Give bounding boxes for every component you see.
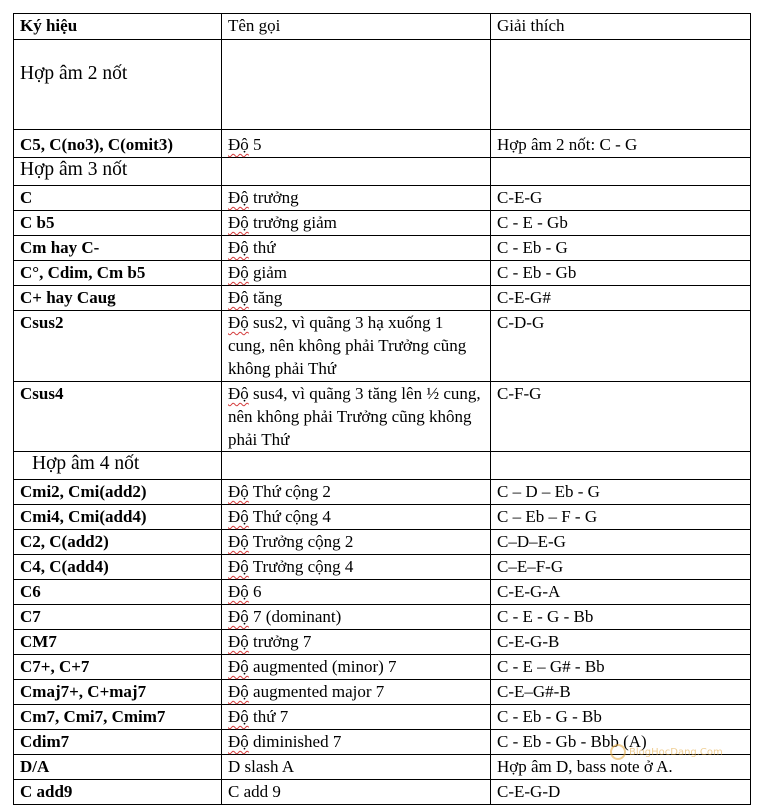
chord-name bbox=[222, 630, 491, 655]
chord-symbol: C add9 bbox=[14, 780, 222, 805]
chord-name bbox=[222, 530, 491, 555]
chord-notes: C - E - Gb bbox=[491, 211, 751, 236]
name-rest: diminished 7 bbox=[248, 732, 342, 751]
watermark bbox=[610, 744, 723, 760]
chord-symbol: C5, C(no3), C(omit3) bbox=[14, 130, 222, 158]
chord-name bbox=[222, 186, 491, 211]
chord-symbol: C7+, C+7 bbox=[14, 655, 222, 680]
table-row bbox=[14, 186, 751, 211]
chord-notes: C - Eb - Gb bbox=[491, 261, 751, 286]
name-rest: giảm bbox=[248, 263, 288, 282]
chord-name bbox=[222, 286, 491, 311]
chord-name bbox=[222, 211, 491, 236]
chord-notes: C-E-G-A bbox=[491, 580, 751, 605]
name-rest: augmented (minor) 7 bbox=[248, 657, 397, 676]
chord-notes: C-F-G bbox=[491, 382, 751, 452]
chord-name bbox=[222, 780, 491, 805]
section-three-notes: Hợp âm 3 nốt bbox=[14, 158, 222, 186]
empty-cell bbox=[222, 158, 491, 186]
name-prefix: Độ bbox=[228, 707, 249, 726]
name-rest: trưởng bbox=[248, 188, 299, 207]
chord-name bbox=[222, 382, 491, 452]
name-prefix: Độ bbox=[228, 532, 249, 551]
name-rest: augmented major 7 bbox=[248, 682, 385, 701]
chord-name bbox=[222, 261, 491, 286]
name-rest: Thứ cộng 4 bbox=[248, 507, 331, 526]
table-row bbox=[14, 261, 751, 286]
table-row bbox=[14, 655, 751, 680]
chord-notes: C - E - G - Bb bbox=[491, 605, 751, 630]
watermark-text: BlogHocDang.Com bbox=[629, 747, 723, 758]
name-prefix: Độ bbox=[228, 507, 249, 526]
chord-symbol: Cdim7 bbox=[14, 730, 222, 755]
chord-notes: C - Eb - Gb - Bbb (A) bbox=[491, 730, 751, 755]
chord-table bbox=[13, 13, 751, 805]
watermark-logo-icon bbox=[610, 744, 626, 760]
name-rest: D slash A bbox=[228, 757, 295, 776]
name-prefix: Độ bbox=[228, 313, 249, 332]
chord-name bbox=[222, 505, 491, 530]
chord-symbol: Cmaj7+, C+maj7 bbox=[14, 680, 222, 705]
name-prefix: Độ bbox=[228, 632, 249, 651]
chord-notes: Hợp âm D, bass note ở A. bbox=[491, 755, 751, 780]
chord-table-wrapper bbox=[13, 13, 751, 805]
chord-name bbox=[222, 730, 491, 755]
empty-cell bbox=[222, 452, 491, 480]
chord-notes: C - E – G# - Bb bbox=[491, 655, 751, 680]
name-prefix: Độ bbox=[228, 657, 249, 676]
table-row bbox=[14, 211, 751, 236]
chord-symbol: C+ hay Caug bbox=[14, 286, 222, 311]
table-row bbox=[14, 382, 751, 452]
chord-symbol: C4, C(add4) bbox=[14, 555, 222, 580]
chord-symbol: C2, C(add2) bbox=[14, 530, 222, 555]
name-prefix: Độ bbox=[228, 607, 249, 626]
name-rest: 5 bbox=[248, 135, 262, 154]
chord-symbol: Cm hay C- bbox=[14, 236, 222, 261]
empty-cell bbox=[491, 40, 751, 130]
empty-cell bbox=[491, 158, 751, 186]
name-rest: sus2, vì quãng 3 hạ xuống 1 cung, nên không phải Trưởng cũng không phải Thứ bbox=[228, 313, 471, 378]
table-row bbox=[14, 286, 751, 311]
table-row bbox=[14, 580, 751, 605]
table-row bbox=[14, 555, 751, 580]
name-prefix: Độ bbox=[228, 288, 249, 307]
name-rest: C add 9 bbox=[228, 782, 281, 801]
chord-notes: C-E–G#-B bbox=[491, 680, 751, 705]
chord-symbol: Csus4 bbox=[14, 382, 222, 452]
chord-symbol: Cmi4, Cmi(add4) bbox=[14, 505, 222, 530]
name-rest: thứ 7 bbox=[248, 707, 289, 726]
chord-name bbox=[222, 311, 491, 382]
name-rest: 7 (dominant) bbox=[248, 607, 342, 626]
chord-name bbox=[222, 655, 491, 680]
section-row bbox=[14, 158, 751, 186]
name-prefix: Độ bbox=[228, 384, 249, 403]
chord-notes: Hợp âm 2 nốt: C - G bbox=[491, 130, 751, 158]
table-row bbox=[14, 605, 751, 630]
chord-notes: C–E–F-G bbox=[491, 555, 751, 580]
name-prefix: Độ bbox=[228, 482, 249, 501]
table-row bbox=[14, 530, 751, 555]
chord-symbol: C b5 bbox=[14, 211, 222, 236]
chord-name bbox=[222, 555, 491, 580]
header-explain: Giải thích bbox=[491, 14, 751, 40]
chord-notes: C-E-G bbox=[491, 186, 751, 211]
chord-symbol: Cm7, Cmi7, Cmim7 bbox=[14, 705, 222, 730]
name-rest: Thứ cộng 2 bbox=[248, 482, 331, 501]
name-rest: trưởng giảm bbox=[248, 213, 337, 232]
chord-name bbox=[222, 680, 491, 705]
name-rest: Trưởng cộng 2 bbox=[248, 532, 354, 551]
table-row bbox=[14, 505, 751, 530]
chord-notes: C-E-G# bbox=[491, 286, 751, 311]
name-rest: thứ bbox=[248, 238, 276, 257]
name-rest: sus4, vì quãng 3 tăng lên ½ cung, nên không phải Trưởng cũng không phải Thứ bbox=[228, 384, 481, 449]
chord-notes: C-E-G-D bbox=[491, 780, 751, 805]
chord-symbol: C7 bbox=[14, 605, 222, 630]
chord-symbol: C°, Cdim, Cm b5 bbox=[14, 261, 222, 286]
section-four-notes: Hợp âm 4 nốt bbox=[14, 452, 222, 480]
header-symbol: Ký hiệu bbox=[14, 14, 222, 40]
header-name: Tên gọi bbox=[222, 14, 491, 40]
name-prefix: Độ bbox=[228, 557, 249, 576]
table-row bbox=[14, 311, 751, 382]
chord-name bbox=[222, 480, 491, 505]
section-two-notes: Hợp âm 2 nốt bbox=[14, 40, 222, 130]
chord-symbol: D/A bbox=[14, 755, 222, 780]
chord-symbol: C6 bbox=[14, 580, 222, 605]
name-prefix: Độ bbox=[228, 682, 249, 701]
name-prefix: Độ bbox=[228, 732, 249, 751]
chord-name bbox=[222, 130, 491, 158]
name-prefix: Độ bbox=[228, 582, 249, 601]
table-row bbox=[14, 480, 751, 505]
name-prefix: Độ bbox=[228, 238, 249, 257]
name-rest: Trưởng cộng 4 bbox=[248, 557, 354, 576]
chord-symbol: Cmi2, Cmi(add2) bbox=[14, 480, 222, 505]
chord-name bbox=[222, 755, 491, 780]
chord-name bbox=[222, 605, 491, 630]
table-row bbox=[14, 780, 751, 805]
table-row bbox=[14, 630, 751, 655]
empty-cell bbox=[491, 452, 751, 480]
chord-notes: C – D – Eb - G bbox=[491, 480, 751, 505]
chord-symbol: CM7 bbox=[14, 630, 222, 655]
name-rest: tăng bbox=[248, 288, 283, 307]
chord-notes: C - Eb - G - Bb bbox=[491, 705, 751, 730]
chord-notes: C-D-G bbox=[491, 311, 751, 382]
chord-notes: C–D–E-G bbox=[491, 530, 751, 555]
section-row bbox=[14, 40, 751, 130]
table-row bbox=[14, 130, 751, 158]
header-row bbox=[14, 14, 751, 40]
chord-name bbox=[222, 236, 491, 261]
empty-cell bbox=[222, 40, 491, 130]
chord-name bbox=[222, 705, 491, 730]
table-row bbox=[14, 680, 751, 705]
chord-name bbox=[222, 580, 491, 605]
chord-notes: C - Eb - G bbox=[491, 236, 751, 261]
name-rest: 6 bbox=[248, 582, 262, 601]
table-row bbox=[14, 705, 751, 730]
name-prefix: Độ bbox=[228, 188, 249, 207]
name-prefix: Độ bbox=[228, 263, 249, 282]
chord-notes: C – Eb – F - G bbox=[491, 505, 751, 530]
name-prefix: Độ bbox=[228, 213, 249, 232]
section-row bbox=[14, 452, 751, 480]
name-prefix: Độ bbox=[228, 135, 249, 154]
chord-symbol: Csus2 bbox=[14, 311, 222, 382]
chord-notes: C-E-G-B bbox=[491, 630, 751, 655]
name-rest: trưởng 7 bbox=[248, 632, 312, 651]
table-row bbox=[14, 236, 751, 261]
chord-symbol: C bbox=[14, 186, 222, 211]
